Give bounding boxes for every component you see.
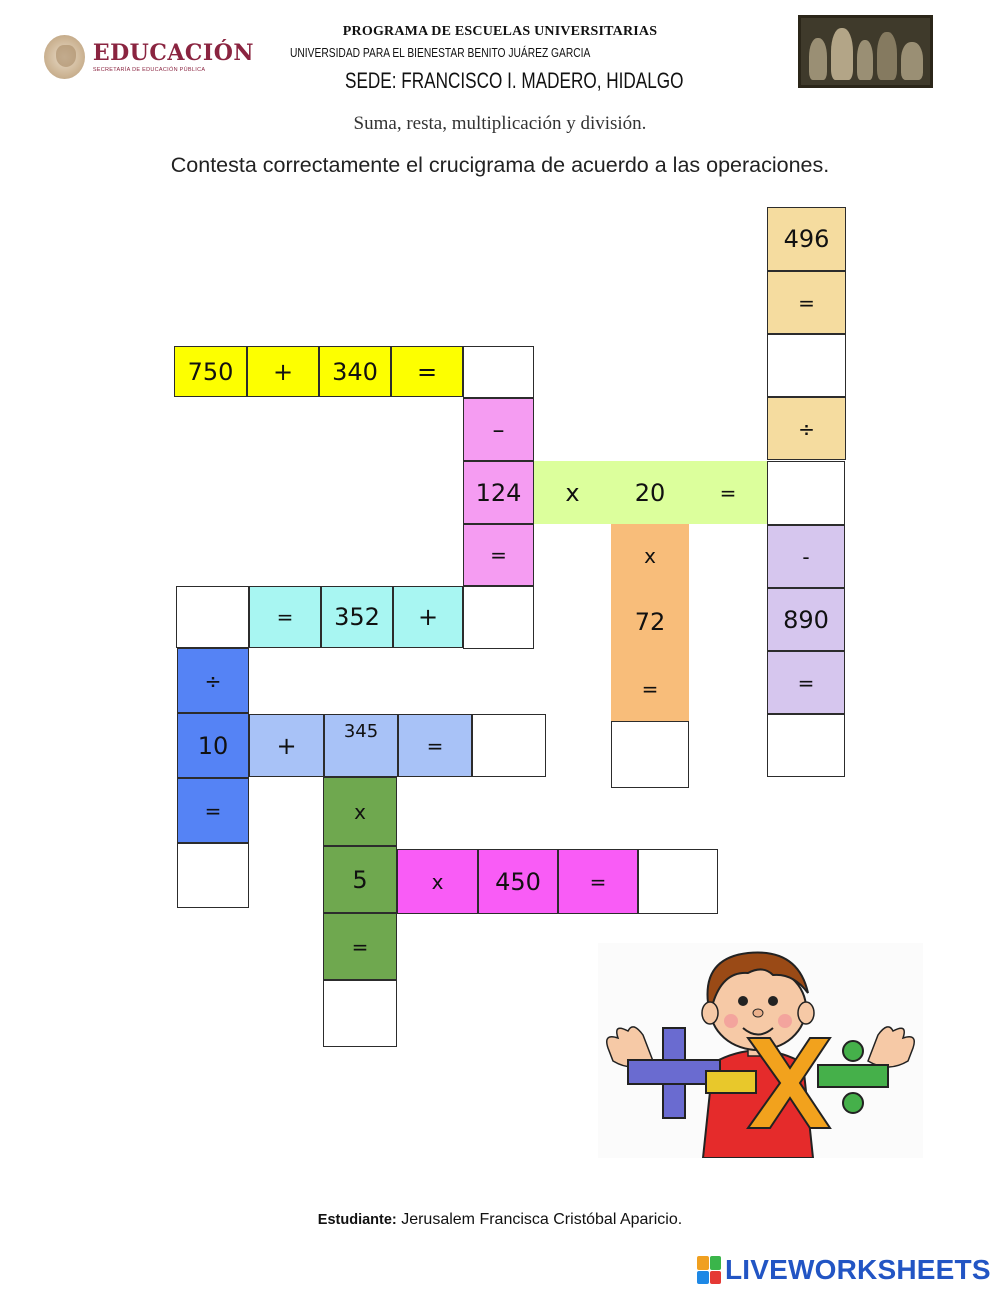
student-name: Jerusalem Francisca Cristóbal Aparicio. <box>401 1211 683 1228</box>
cell-blue-2: 10 <box>177 713 249 778</box>
answer-box-1[interactable] <box>767 334 846 397</box>
cell-lblue-1: + <box>249 714 324 777</box>
cell-lilac-1: - <box>767 525 845 588</box>
cell-lilac-2: 890 <box>767 588 845 651</box>
cell-blue-3: = <box>177 778 249 843</box>
cell-cyan-1: = <box>249 586 321 648</box>
kid-math-symbols-illustration <box>598 943 923 1158</box>
cell-yellow-4: = <box>391 346 463 397</box>
mural-image <box>798 15 933 88</box>
cell-pink-3: = <box>463 524 534 586</box>
cell-blue-1: ÷ <box>177 648 249 713</box>
cell-cyan-3: + <box>393 586 463 648</box>
answer-box-9[interactable] <box>472 714 546 777</box>
cell-lime-3: = <box>689 461 767 524</box>
campus-name: SEDE: FRANCISCO I. MADERO, HIDALGO <box>345 68 684 93</box>
cell-yellow-1: 750 <box>174 346 247 397</box>
cell-beige-4: ÷ <box>767 397 846 460</box>
education-logo <box>44 30 254 84</box>
liveworksheets-brand <box>697 1254 991 1286</box>
cell-yellow-2: + <box>247 346 319 397</box>
cell-green-2: 5 <box>323 846 397 913</box>
cell-lime-2: 20 <box>611 461 689 524</box>
worksheet-instruction: Contesta correctamente el crucigrama de acuerdo a las operaciones. <box>170 153 830 177</box>
logo-subtitle: SECRETARÍA DE EDUCACIÓN PÚBLICA <box>92 66 206 73</box>
cell-orange-2: 72 <box>611 588 689 656</box>
answer-box-4[interactable] <box>767 461 845 525</box>
program-title: PROGRAMA DE ESCUELAS UNIVERSITARIAS <box>342 24 658 39</box>
cell-lilac-3: = <box>767 651 845 714</box>
cell-pink-1: – <box>463 398 534 461</box>
answer-box-3[interactable] <box>463 586 534 649</box>
cell-lblue-3: = <box>398 714 472 777</box>
answer-box-6[interactable] <box>767 714 845 777</box>
cell-magenta-3: = <box>558 849 638 914</box>
logo-title: EDUCACIÓN <box>92 39 254 66</box>
cell-orange-3: = <box>611 656 689 721</box>
cell-lblue-2: 345 <box>324 714 398 777</box>
cell-beige-1: 496 <box>767 207 846 271</box>
cell-cyan-2: 352 <box>321 586 393 648</box>
cell-orange-1: x <box>611 524 689 588</box>
mexico-seal-icon <box>44 35 85 79</box>
cell-green-1: x <box>323 777 397 846</box>
answer-box-10[interactable] <box>323 980 397 1047</box>
worksheet-subtitle: Suma, resta, multiplicación y división. <box>353 113 647 134</box>
answer-box-5[interactable] <box>611 721 689 788</box>
cell-yellow-3: 340 <box>319 346 391 397</box>
university-name: UNIVERSIDAD PARA EL BIENESTAR BENITO JUÁREZ GARCIA <box>290 46 591 60</box>
answer-box-2[interactable] <box>463 346 534 398</box>
liveworksheets-logo-icon <box>697 1256 721 1284</box>
answer-box-7[interactable] <box>176 586 249 648</box>
answer-box-11[interactable] <box>638 849 718 914</box>
student-line <box>0 1211 1000 1229</box>
cell-pink-2: 124 <box>463 461 534 524</box>
cell-magenta-2: 450 <box>478 849 558 914</box>
cell-lime-1: x <box>534 461 611 524</box>
cell-magenta-1: x <box>397 849 478 914</box>
cell-green-3: = <box>323 913 397 980</box>
student-label: Estudiante: <box>317 1212 397 1228</box>
brand-text: LIVEWORKSHEETS <box>725 1254 991 1285</box>
answer-box-8[interactable] <box>177 843 249 908</box>
cell-beige-2: = <box>767 271 846 334</box>
